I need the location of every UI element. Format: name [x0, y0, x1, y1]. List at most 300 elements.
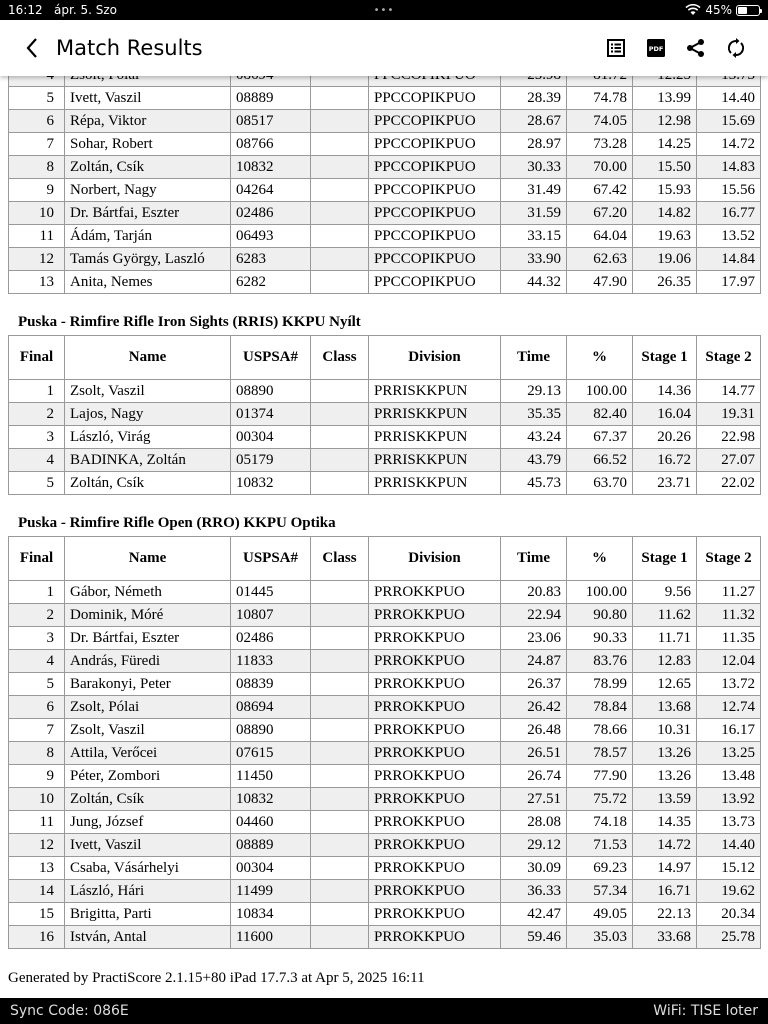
list-icon — [607, 39, 625, 57]
cell-percent: 78.57 — [567, 742, 633, 765]
cell-name: Csaba, Vásárhelyi — [65, 857, 231, 880]
cell-division: PRROKKPUO — [369, 719, 501, 742]
cell-class — [311, 650, 369, 673]
cell-division: PRROKKPUO — [369, 903, 501, 926]
column-header[interactable]: USPSA# — [231, 537, 311, 581]
cell-time: 28.08 — [501, 811, 567, 834]
cell-class — [311, 788, 369, 811]
cell-uspsa: 11450 — [231, 765, 311, 788]
cell-stage1: 23.71 — [633, 472, 697, 495]
cell-final: 7 — [9, 133, 65, 156]
cell-final: 3 — [9, 426, 65, 449]
cell-time: 31.59 — [501, 202, 567, 225]
cell-stage1: 12.65 — [633, 673, 697, 696]
table-row[interactable] — [9, 926, 761, 949]
cell-stage2: 13.48 — [697, 765, 761, 788]
cell-uspsa: 00304 — [231, 426, 311, 449]
cell-time: 26.42 — [501, 696, 567, 719]
cell-final: 2 — [9, 403, 65, 426]
cell-class — [311, 472, 369, 495]
cell-uspsa: 08766 — [231, 133, 311, 156]
sync-code: Sync Code: 086E — [10, 1003, 129, 1019]
results-content[interactable] — [0, 20, 768, 949]
share-button[interactable] — [684, 36, 708, 60]
cell-percent: 67.42 — [567, 179, 633, 202]
column-header[interactable]: Class — [311, 537, 369, 581]
cell-division: PRROKKPUO — [369, 880, 501, 903]
cell-stage1: 13.59 — [633, 788, 697, 811]
results-section — [0, 495, 768, 949]
cell-class — [311, 225, 369, 248]
cell-final: 1 — [9, 581, 65, 604]
cell-stage1: 20.26 — [633, 426, 697, 449]
svg-text:PDF: PDF — [648, 45, 664, 53]
cell-time: 27.51 — [501, 788, 567, 811]
column-header[interactable]: USPSA# — [231, 336, 311, 380]
cell-time: 28.67 — [501, 110, 567, 133]
column-header[interactable]: Time — [501, 537, 567, 581]
cell-name: Zoltán, Csík — [65, 156, 231, 179]
cell-uspsa: 08517 — [231, 110, 311, 133]
cell-name: Tamás György, Laszló — [65, 248, 231, 271]
generated-by-text: Generated by PractiScore 2.1.15+80 iPad 17.7.3 at Apr 5, 2025 16:11 — [8, 970, 425, 986]
cell-name: Sohar, Robert — [65, 133, 231, 156]
cell-uspsa: 08889 — [231, 87, 311, 110]
cell-percent: 70.00 — [567, 156, 633, 179]
cell-uspsa: 02486 — [231, 627, 311, 650]
cell-final: 10 — [9, 202, 65, 225]
cell-stage1: 15.93 — [633, 179, 697, 202]
cell-stage1: 14.82 — [633, 202, 697, 225]
cell-class — [311, 156, 369, 179]
battery-icon — [736, 5, 760, 16]
cell-uspsa: 08890 — [231, 719, 311, 742]
page-title: Match Results — [56, 36, 203, 60]
cell-division: PRRISKKPUN — [369, 403, 501, 426]
status-time-date — [8, 3, 259, 17]
cell-stage2: 15.69 — [697, 110, 761, 133]
cell-stage2: 13.52 — [697, 225, 761, 248]
cell-stage2: 15.56 — [697, 179, 761, 202]
cell-stage1: 14.72 — [633, 834, 697, 857]
table-header-row — [9, 336, 761, 380]
cell-final: 6 — [9, 110, 65, 133]
cell-uspsa: 11833 — [231, 650, 311, 673]
cell-division: PRROKKPUO — [369, 581, 501, 604]
column-header[interactable]: Stage 1 — [633, 336, 697, 380]
cell-time: 42.47 — [501, 903, 567, 926]
table-header-row — [9, 537, 761, 581]
table-row[interactable] — [9, 472, 761, 495]
cell-stage1: 14.97 — [633, 857, 697, 880]
cell-name: András, Füredi — [65, 650, 231, 673]
cell-stage1: 13.26 — [633, 742, 697, 765]
cell-division: PRRISKKPUN — [369, 380, 501, 403]
cell-final: 15 — [9, 903, 65, 926]
cell-class — [311, 449, 369, 472]
cell-time: 44.32 — [501, 271, 567, 294]
cell-final: 5 — [9, 673, 65, 696]
cell-time: 20.83 — [501, 581, 567, 604]
table-row[interactable] — [9, 880, 761, 903]
cell-stage1: 22.13 — [633, 903, 697, 926]
cell-final: 7 — [9, 719, 65, 742]
column-header[interactable]: Division — [369, 336, 501, 380]
cell-stage1: 13.26 — [633, 765, 697, 788]
cell-stage2: 12.04 — [697, 650, 761, 673]
cell-stage1: 11.62 — [633, 604, 697, 627]
cell-class — [311, 380, 369, 403]
sync-icon — [726, 38, 746, 58]
table-row[interactable] — [9, 857, 761, 880]
section-title: Puska - Rimfire Rifle Open (RRO) KKPU Optika — [18, 515, 336, 531]
table-row[interactable] — [9, 650, 761, 673]
cell-name: Norbert, Nagy — [65, 179, 231, 202]
cell-stage2: 11.27 — [697, 581, 761, 604]
table-row[interactable] — [9, 673, 761, 696]
cell-stage2: 22.02 — [697, 472, 761, 495]
cell-division: PRROKKPUO — [369, 788, 501, 811]
cell-division: PRROKKPUO — [369, 857, 501, 880]
cell-time: 29.12 — [501, 834, 567, 857]
cell-uspsa: 06493 — [231, 225, 311, 248]
cell-stage2: 13.72 — [697, 673, 761, 696]
column-header[interactable]: Final — [9, 537, 65, 581]
cell-uspsa: 10832 — [231, 156, 311, 179]
cell-class — [311, 880, 369, 903]
cell-final: 9 — [9, 765, 65, 788]
cell-stage1: 14.35 — [633, 811, 697, 834]
cell-division: PRROKKPUO — [369, 834, 501, 857]
results-table — [8, 335, 761, 495]
table-row[interactable] — [9, 834, 761, 857]
table-row[interactable] — [9, 765, 761, 788]
battery-level — [738, 7, 747, 14]
cell-stage2: 11.35 — [697, 627, 761, 650]
cell-time: 26.37 — [501, 673, 567, 696]
cell-percent: 78.84 — [567, 696, 633, 719]
cell-stage1: 16.04 — [633, 403, 697, 426]
cell-time: 45.73 — [501, 472, 567, 495]
results-section — [0, 63, 768, 294]
cell-time: 23.06 — [501, 627, 567, 650]
column-header[interactable]: Stage 2 — [697, 537, 761, 581]
cell-percent: 100.00 — [567, 380, 633, 403]
column-header[interactable]: % — [567, 336, 633, 380]
cell-percent: 78.66 — [567, 719, 633, 742]
cell-class — [311, 248, 369, 271]
cell-time: 26.74 — [501, 765, 567, 788]
cell-final: 13 — [9, 857, 65, 880]
cell-uspsa: 6283 — [231, 248, 311, 271]
table-row[interactable] — [9, 696, 761, 719]
cell-final: 10 — [9, 788, 65, 811]
cell-time: 30.09 — [501, 857, 567, 880]
cell-name: Jung, József — [65, 811, 231, 834]
table-row[interactable] — [9, 87, 761, 110]
share-icon — [686, 38, 706, 58]
cell-final: 12 — [9, 834, 65, 857]
cell-name: BADINKA, Zoltán — [65, 449, 231, 472]
results-table — [8, 63, 761, 294]
cell-final: 5 — [9, 87, 65, 110]
cell-stage2: 13.92 — [697, 788, 761, 811]
cell-name: Répa, Viktor — [65, 110, 231, 133]
column-header[interactable]: Final — [9, 336, 65, 380]
cell-time: 24.87 — [501, 650, 567, 673]
cell-stage2: 16.17 — [697, 719, 761, 742]
cell-percent: 74.05 — [567, 110, 633, 133]
table-row[interactable] — [9, 581, 761, 604]
cell-stage2: 14.72 — [697, 133, 761, 156]
cell-final: 11 — [9, 811, 65, 834]
status-bar — [0, 0, 768, 20]
cell-stage1: 15.50 — [633, 156, 697, 179]
table-row[interactable] — [9, 426, 761, 449]
cell-percent: 74.18 — [567, 811, 633, 834]
table-row[interactable] — [9, 248, 761, 271]
cell-time: 26.48 — [501, 719, 567, 742]
cell-stage1: 33.68 — [633, 926, 697, 949]
cell-uspsa: 6282 — [231, 271, 311, 294]
cell-final: 16 — [9, 926, 65, 949]
chevron-left-icon — [25, 37, 39, 59]
cell-name: László, Hári — [65, 880, 231, 903]
list-view-button[interactable] — [604, 36, 628, 60]
cell-percent: 66.52 — [567, 449, 633, 472]
cell-name: Zsolt, Pólai — [65, 696, 231, 719]
cell-percent: 90.80 — [567, 604, 633, 627]
cell-time: 43.24 — [501, 426, 567, 449]
cell-time: 35.35 — [501, 403, 567, 426]
cell-name: Gábor, Németh — [65, 581, 231, 604]
cell-stage1: 12.98 — [633, 110, 697, 133]
cell-percent: 62.63 — [567, 248, 633, 271]
cell-stage2: 14.84 — [697, 248, 761, 271]
cell-division: PPCCOPIKPUO — [369, 202, 501, 225]
cell-class — [311, 673, 369, 696]
column-header[interactable]: Class — [311, 336, 369, 380]
cell-division: PRRISKKPUN — [369, 449, 501, 472]
cell-final: 6 — [9, 696, 65, 719]
status-date: ápr. 5. Szo — [54, 3, 117, 17]
cell-class — [311, 627, 369, 650]
cell-uspsa: 04264 — [231, 179, 311, 202]
table-row[interactable] — [9, 156, 761, 179]
cell-uspsa: 10832 — [231, 472, 311, 495]
cell-stage1: 13.68 — [633, 696, 697, 719]
cell-stage2: 11.32 — [697, 604, 761, 627]
cell-uspsa: 01445 — [231, 581, 311, 604]
cell-stage1: 16.72 — [633, 449, 697, 472]
cell-uspsa: 10832 — [231, 788, 311, 811]
cell-name: Anita, Nemes — [65, 271, 231, 294]
cell-class — [311, 271, 369, 294]
cell-final: 1 — [9, 380, 65, 403]
cell-stage1: 12.83 — [633, 650, 697, 673]
cell-class — [311, 742, 369, 765]
table-row[interactable] — [9, 788, 761, 811]
column-header[interactable]: Division — [369, 537, 501, 581]
column-header[interactable]: % — [567, 537, 633, 581]
cell-name: Zsolt, Vaszil — [65, 380, 231, 403]
cell-uspsa: 08694 — [231, 696, 311, 719]
cell-name: Zoltán, Csík — [65, 788, 231, 811]
cell-class — [311, 604, 369, 627]
cell-stage2: 19.31 — [697, 403, 761, 426]
cell-percent: 82.40 — [567, 403, 633, 426]
cell-name: Dr. Bártfai, Eszter — [65, 202, 231, 225]
cell-stage2: 20.34 — [697, 903, 761, 926]
back-button[interactable] — [12, 28, 52, 68]
column-header[interactable]: Name — [65, 336, 231, 380]
cell-name: László, Virág — [65, 426, 231, 449]
cell-percent: 100.00 — [567, 581, 633, 604]
cell-division: PRROKKPUO — [369, 811, 501, 834]
wifi-icon — [685, 4, 701, 16]
column-header[interactable]: Time — [501, 336, 567, 380]
cell-class — [311, 581, 369, 604]
cell-class — [311, 834, 369, 857]
cell-percent: 49.05 — [567, 903, 633, 926]
cell-uspsa: 08890 — [231, 380, 311, 403]
cell-class — [311, 426, 369, 449]
table-row[interactable] — [9, 380, 761, 403]
cell-stage1: 11.71 — [633, 627, 697, 650]
cell-name: Attila, Verőcei — [65, 742, 231, 765]
cell-name: Dr. Bártfai, Eszter — [65, 627, 231, 650]
cell-division: PRROKKPUO — [369, 650, 501, 673]
cell-percent: 35.03 — [567, 926, 633, 949]
cell-division: PPCCOPIKPUO — [369, 271, 501, 294]
cell-class — [311, 765, 369, 788]
cell-class — [311, 719, 369, 742]
cell-division: PPCCOPIKPUO — [369, 225, 501, 248]
cell-class — [311, 857, 369, 880]
cell-class — [311, 179, 369, 202]
cell-name: Ivett, Vaszil — [65, 834, 231, 857]
table-row[interactable] — [9, 811, 761, 834]
cell-time: 30.33 — [501, 156, 567, 179]
cell-time: 26.51 — [501, 742, 567, 765]
cell-uspsa: 10834 — [231, 903, 311, 926]
cell-time: 22.94 — [501, 604, 567, 627]
section-title: Puska - Rimfire Rifle Iron Sights (RRIS) KKPU Nyílt — [18, 314, 361, 330]
cell-percent: 67.20 — [567, 202, 633, 225]
cell-division: PRROKKPUO — [369, 604, 501, 627]
cell-stage1: 13.99 — [633, 87, 697, 110]
wifi-name: WiFi: TISE loter — [653, 1003, 758, 1019]
cell-name: Zoltán, Csík — [65, 472, 231, 495]
table-row[interactable] — [9, 179, 761, 202]
cell-division: PRRISKKPUN — [369, 472, 501, 495]
cell-name: Zsolt, Vaszil — [65, 719, 231, 742]
table-row[interactable] — [9, 604, 761, 627]
cell-final: 14 — [9, 880, 65, 903]
cell-percent: 63.70 — [567, 472, 633, 495]
table-row[interactable] — [9, 903, 761, 926]
cell-division: PPCCOPIKPUO — [369, 156, 501, 179]
cell-time: 29.13 — [501, 380, 567, 403]
cell-time: 43.79 — [501, 449, 567, 472]
cell-stage2: 14.40 — [697, 834, 761, 857]
cell-final: 4 — [9, 449, 65, 472]
cell-division: PRROKKPUO — [369, 696, 501, 719]
table-row[interactable] — [9, 403, 761, 426]
cell-percent: 73.28 — [567, 133, 633, 156]
cell-stage1: 26.35 — [633, 271, 697, 294]
cell-time: 31.49 — [501, 179, 567, 202]
cell-stage2: 14.40 — [697, 87, 761, 110]
pdf-button[interactable] — [644, 36, 668, 60]
status-time: 16:12 — [8, 3, 43, 17]
table-row[interactable] — [9, 742, 761, 765]
cell-uspsa: 02486 — [231, 202, 311, 225]
cell-final: 9 — [9, 179, 65, 202]
table-row[interactable] — [9, 133, 761, 156]
cell-class — [311, 696, 369, 719]
cell-final: 5 — [9, 472, 65, 495]
multitask-dots[interactable]: ••• — [373, 4, 395, 16]
cell-division: PRRISKKPUN — [369, 426, 501, 449]
table-row[interactable] — [9, 110, 761, 133]
cell-name: Ádám, Tarján — [65, 225, 231, 248]
cell-name: Ivett, Vaszil — [65, 87, 231, 110]
column-header[interactable]: Stage 2 — [697, 336, 761, 380]
cell-division: PPCCOPIKPUO — [369, 248, 501, 271]
cell-final: 2 — [9, 604, 65, 627]
cell-name: Dominik, Móré — [65, 604, 231, 627]
cell-uspsa: 11499 — [231, 880, 311, 903]
cell-stage1: 14.25 — [633, 133, 697, 156]
cell-final: 8 — [9, 742, 65, 765]
cell-stage1: 9.56 — [633, 581, 697, 604]
cell-stage2: 14.77 — [697, 380, 761, 403]
cell-percent: 83.76 — [567, 650, 633, 673]
cell-uspsa: 07615 — [231, 742, 311, 765]
cell-uspsa: 08839 — [231, 673, 311, 696]
cell-class — [311, 110, 369, 133]
results-table — [8, 536, 761, 949]
column-header[interactable]: Name — [65, 537, 231, 581]
navigation-bar — [0, 20, 768, 76]
cell-percent: 90.33 — [567, 627, 633, 650]
cell-final: 3 — [9, 627, 65, 650]
cell-percent: 47.90 — [567, 271, 633, 294]
cell-uspsa: 01374 — [231, 403, 311, 426]
cell-division: PRROKKPUO — [369, 627, 501, 650]
cell-percent: 69.23 — [567, 857, 633, 880]
table-row[interactable] — [9, 271, 761, 294]
cell-time: 28.97 — [501, 133, 567, 156]
sync-button[interactable] — [724, 36, 748, 60]
cell-percent: 71.53 — [567, 834, 633, 857]
column-header[interactable]: Stage 1 — [633, 537, 697, 581]
table-row[interactable] — [9, 225, 761, 248]
cell-final: 4 — [9, 650, 65, 673]
cell-percent: 75.72 — [567, 788, 633, 811]
cell-stage2: 19.62 — [697, 880, 761, 903]
cell-stage2: 13.73 — [697, 811, 761, 834]
table-row[interactable] — [9, 202, 761, 225]
table-row[interactable] — [9, 449, 761, 472]
results-section — [0, 294, 768, 495]
cell-uspsa: 05179 — [231, 449, 311, 472]
cell-percent: 57.34 — [567, 880, 633, 903]
table-row[interactable] — [9, 719, 761, 742]
cell-stage2: 12.74 — [697, 696, 761, 719]
table-row[interactable] — [9, 627, 761, 650]
